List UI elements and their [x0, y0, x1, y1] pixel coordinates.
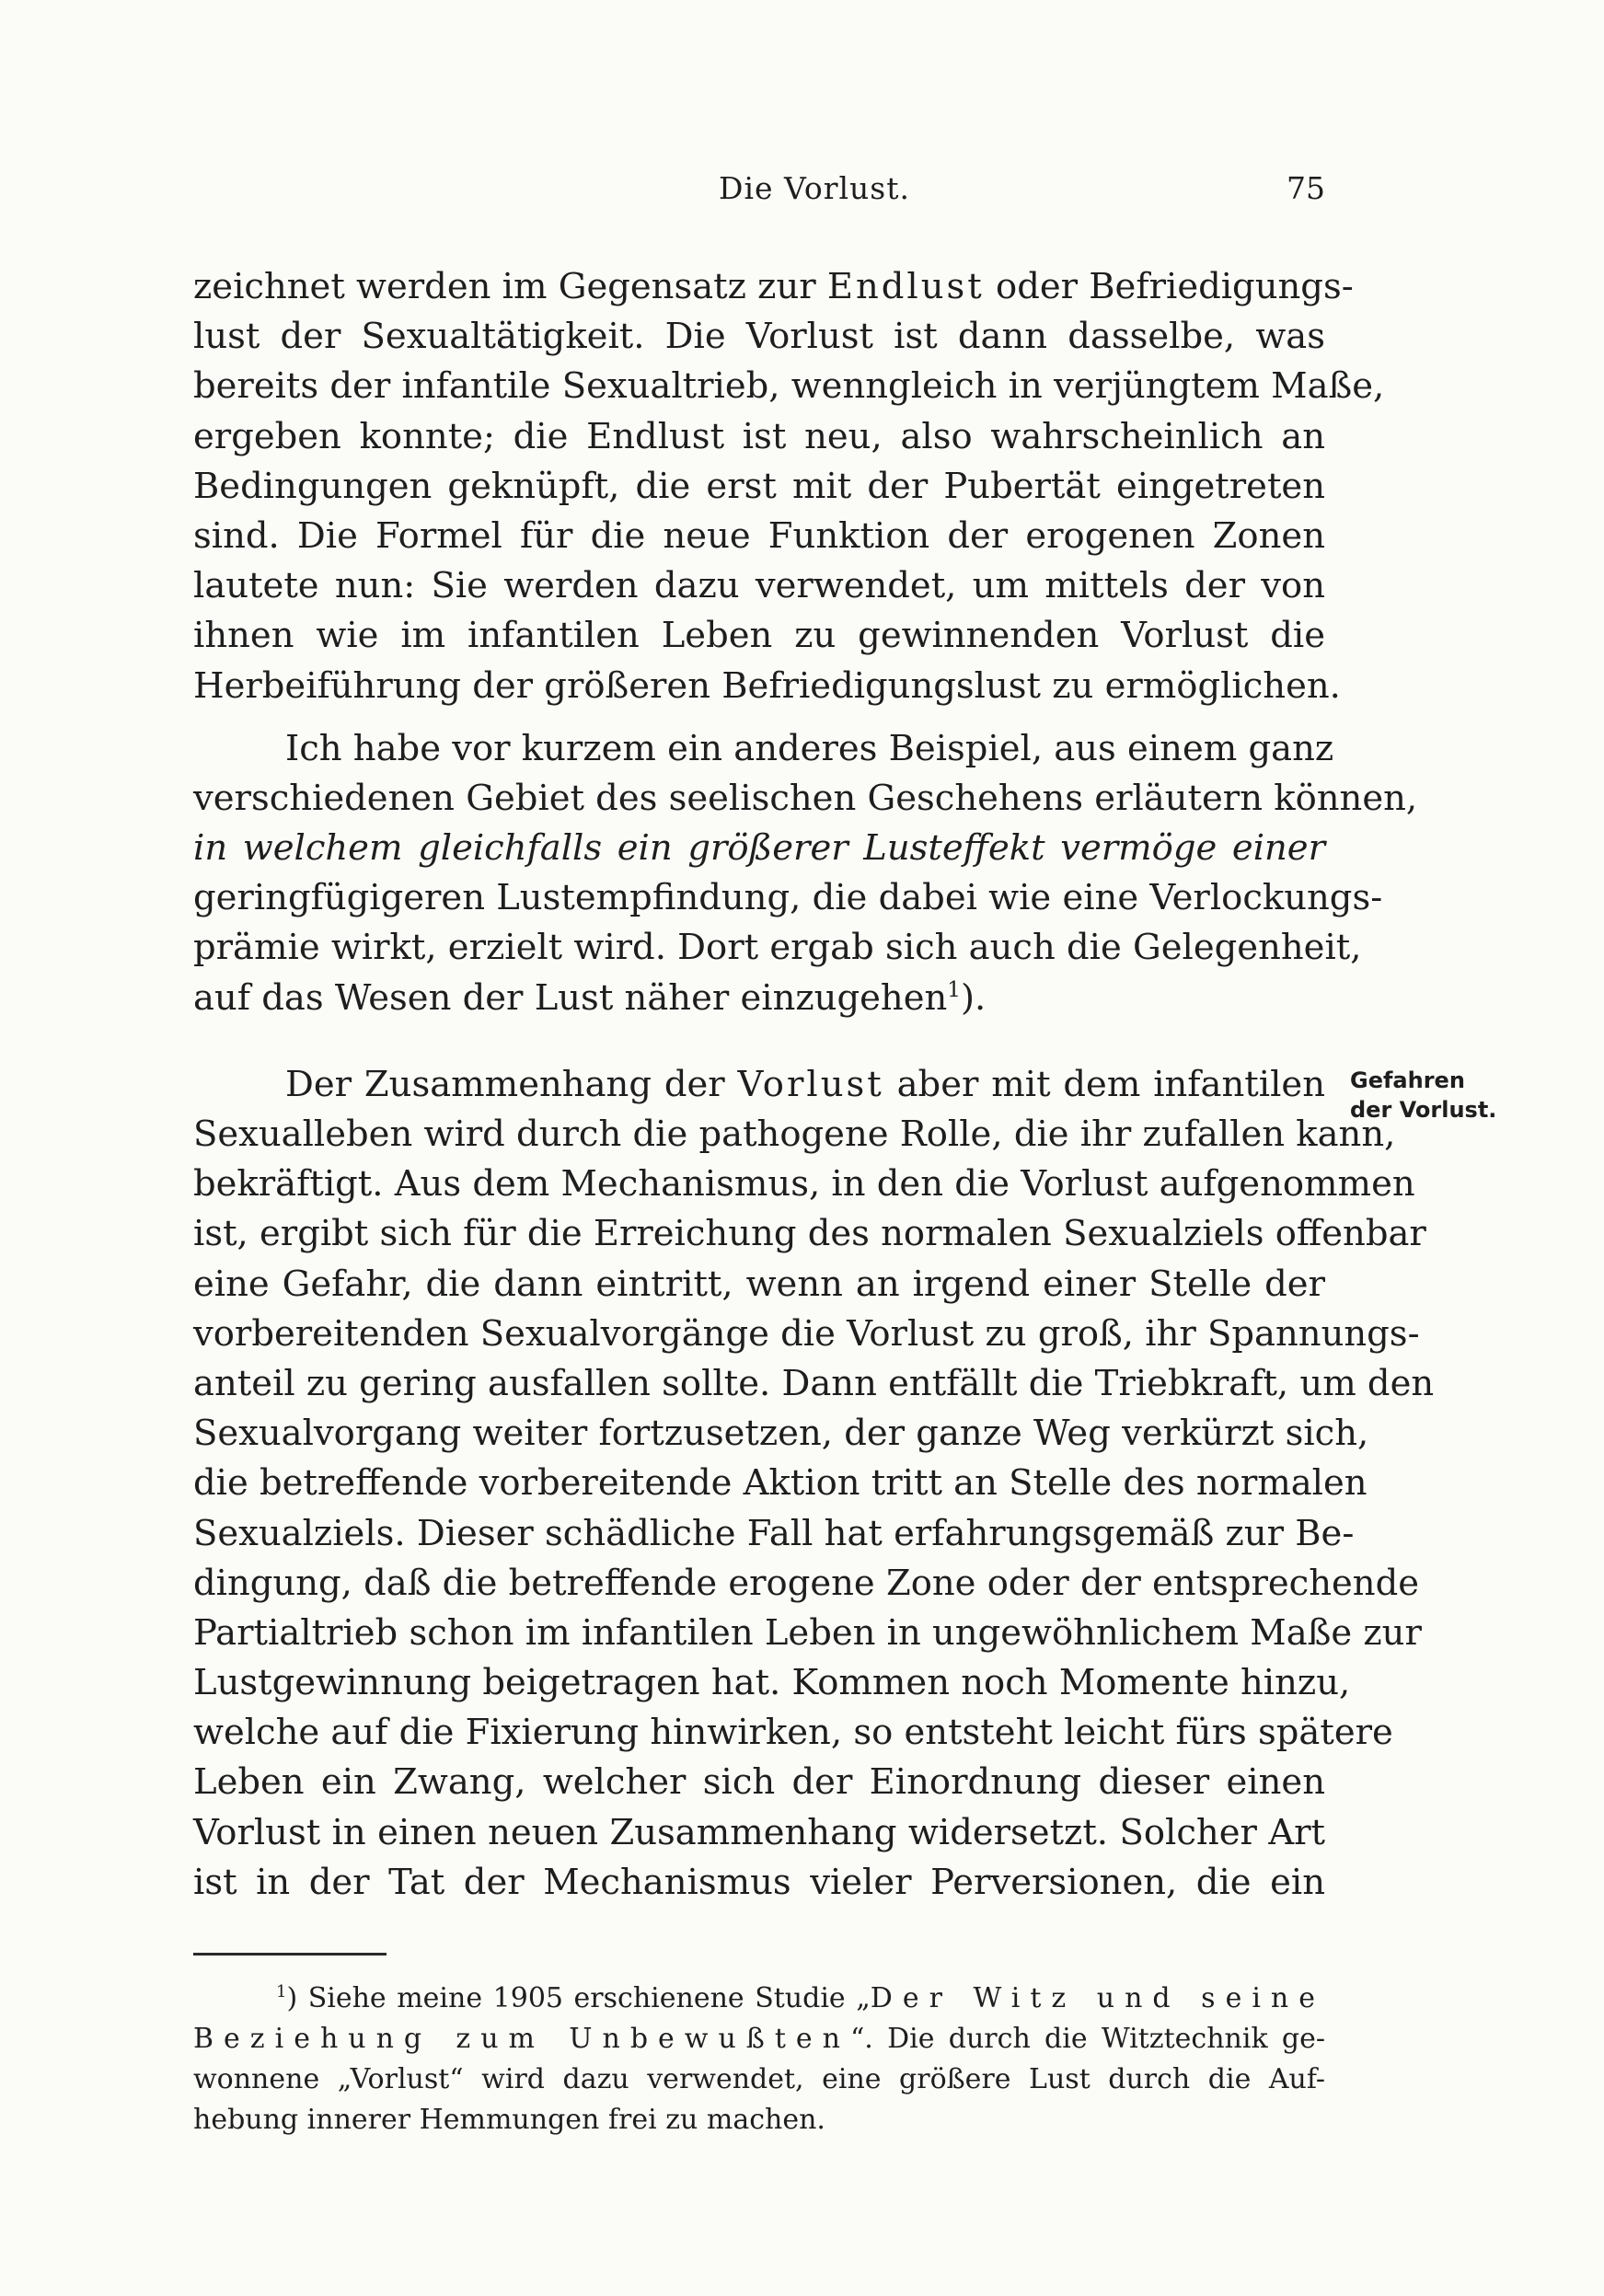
text-line: $^1$) Siehe meine 1905 erschienene Studie „Der Witz und seine	[276, 1982, 1325, 2014]
emphasis-spaced: Der Witz und seine	[870, 1982, 1325, 2014]
text-line: sind. Die Formel für die neue Funktion der erogenen Zonen	[193, 514, 1325, 557]
text-line: Bedingungen geknüpft, die erst mit der Pubertät eingetreten	[193, 465, 1325, 507]
text-line	[193, 824, 1325, 873]
text-line: welche auf die Fixierung hinwirken, so entsteht leicht fürs spätere	[193, 1712, 1393, 1754]
text-line: lust der Sexualtätigkeit. Die Vorlust ist dann dasselbe, was	[193, 316, 1325, 358]
text-line: Sexualvorgang weiter fortzusetzen, der ganze Weg verkürzt sich,	[193, 1413, 1369, 1455]
text-line: ist in der Tat der Mechanismus vieler Perversionen, die ein	[193, 1861, 1325, 1903]
text-line: Partialtrieb schon im infantilen Leben in ungewöhnlichem Maße zur	[193, 1611, 1422, 1654]
text-line: lautete nun: Sie werden dazu verwendet, um mittels der von	[193, 565, 1325, 607]
text-line: wonnene „Vorlust“ wird dazu verwendet, eine größere Lust durch die Auf-	[193, 2063, 1325, 2095]
text-line: Vorlust in einen neuen Zusammenhang widersetzt. Solcher Art	[193, 1811, 1325, 1853]
text-line: bereits der infantile Sexualtrieb, wenngleich in verjüngtem Maße,	[193, 365, 1385, 408]
text-line: zeichnet werden im Gegensatz zur Endlust oder Befriedigungs-	[193, 266, 1354, 307]
marginal-heading	[1350, 1066, 1534, 1125]
text-line: dingung, daß die betreffende erogene Zone oder der entsprechende	[193, 1562, 1420, 1604]
text-line: vorbereitenden Sexualvorgänge die Vorlust zu groß, ihr Spannungs-	[193, 1312, 1420, 1355]
emphasis-spaced: Beziehung zum Unbewußten	[193, 2023, 850, 2055]
running-title: Die Vorlust.	[719, 170, 910, 206]
paragraph-1	[193, 262, 1385, 711]
text-line: bekräftigt. Aus dem Mechanismus, in den die Vorlust aufgenommen	[193, 1163, 1415, 1206]
marginal-heading-line: der Vorlust.	[1350, 1097, 1497, 1123]
text-line: Sexualziels. Dieser schädliche Fall hat erfahrungsgemäß zur Be-	[193, 1512, 1355, 1554]
footnote	[193, 1979, 1325, 2140]
text-line: eine Gefahr, die dann eintritt, wenn an irgend einer Stelle der	[193, 1263, 1325, 1305]
footnote-marker: 1	[276, 1982, 287, 2002]
text-line: Leben ein Zwang, welcher sich der Einordnung dieser einen	[193, 1761, 1325, 1804]
footnote-ref: 1	[947, 977, 961, 1002]
italic-text: in welchem gleichfalls ein größerer Lusteffekt vermöge einer	[193, 827, 1325, 870]
marginal-heading-line: Gefahren	[1350, 1067, 1465, 1093]
emphasis-spaced: Endlust	[826, 266, 985, 307]
text-line: Beziehung zum Unbewußten“. Die durch die Witztechnik ge-	[193, 2023, 1325, 2055]
text-line: ergeben konnte; die Endlust ist neu, also wahrscheinlich an	[193, 415, 1325, 457]
text-line: Lustgewinnung beigetragen hat. Kommen noch Momente hinzu,	[193, 1662, 1351, 1704]
text-line: geringfügigeren Lustempfindung, die dabei wie eine Verlockungs-	[193, 877, 1383, 919]
text-line: anteil zu gering ausfallen sollte. Dann entfällt die Triebkraft, um den	[193, 1362, 1435, 1404]
emphasis-spaced: Vorlust	[737, 1063, 884, 1105]
text-line: die betreffende vorbereitende Aktion tritt an Stelle des normalen	[193, 1462, 1367, 1505]
text-line: Sexualleben wird durch die pathogene Rolle, die ihr zufallen kann,	[193, 1113, 1396, 1155]
text-line: auf das Wesen der Lust näher einzugehen$^1$).	[193, 976, 987, 1019]
text-line: ihnen wie im infantilen Leben zu gewinnenden Vorlust die	[193, 615, 1325, 657]
text-line: Herbeiführung der größeren Befriedigungslust zu ermöglichen.	[193, 664, 1341, 707]
paragraph-2	[193, 724, 1418, 1023]
text-line: prämie wirkt, erzielt wird. Dort ergab sich auch die Gelegenheit,	[193, 927, 1362, 969]
text-line: ist, ergibt sich für die Erreichung des normalen Sexualziels offenbar	[193, 1213, 1426, 1255]
text-line: Der Zusammenhang der Vorlust aber mit dem infantilen	[285, 1063, 1325, 1105]
text-line: verschiedenen Gebiet des seelischen Geschehens erläutern können,	[193, 777, 1418, 819]
running-head	[193, 170, 1325, 225]
footnote-divider	[193, 1953, 387, 1956]
text-line: Ich habe vor kurzem ein anderes Beispiel, aus einem ganz	[285, 727, 1334, 769]
page-number: 75	[1287, 170, 1325, 206]
text-line: hebung innerer Hemmungen frei zu machen.	[193, 2104, 825, 2136]
